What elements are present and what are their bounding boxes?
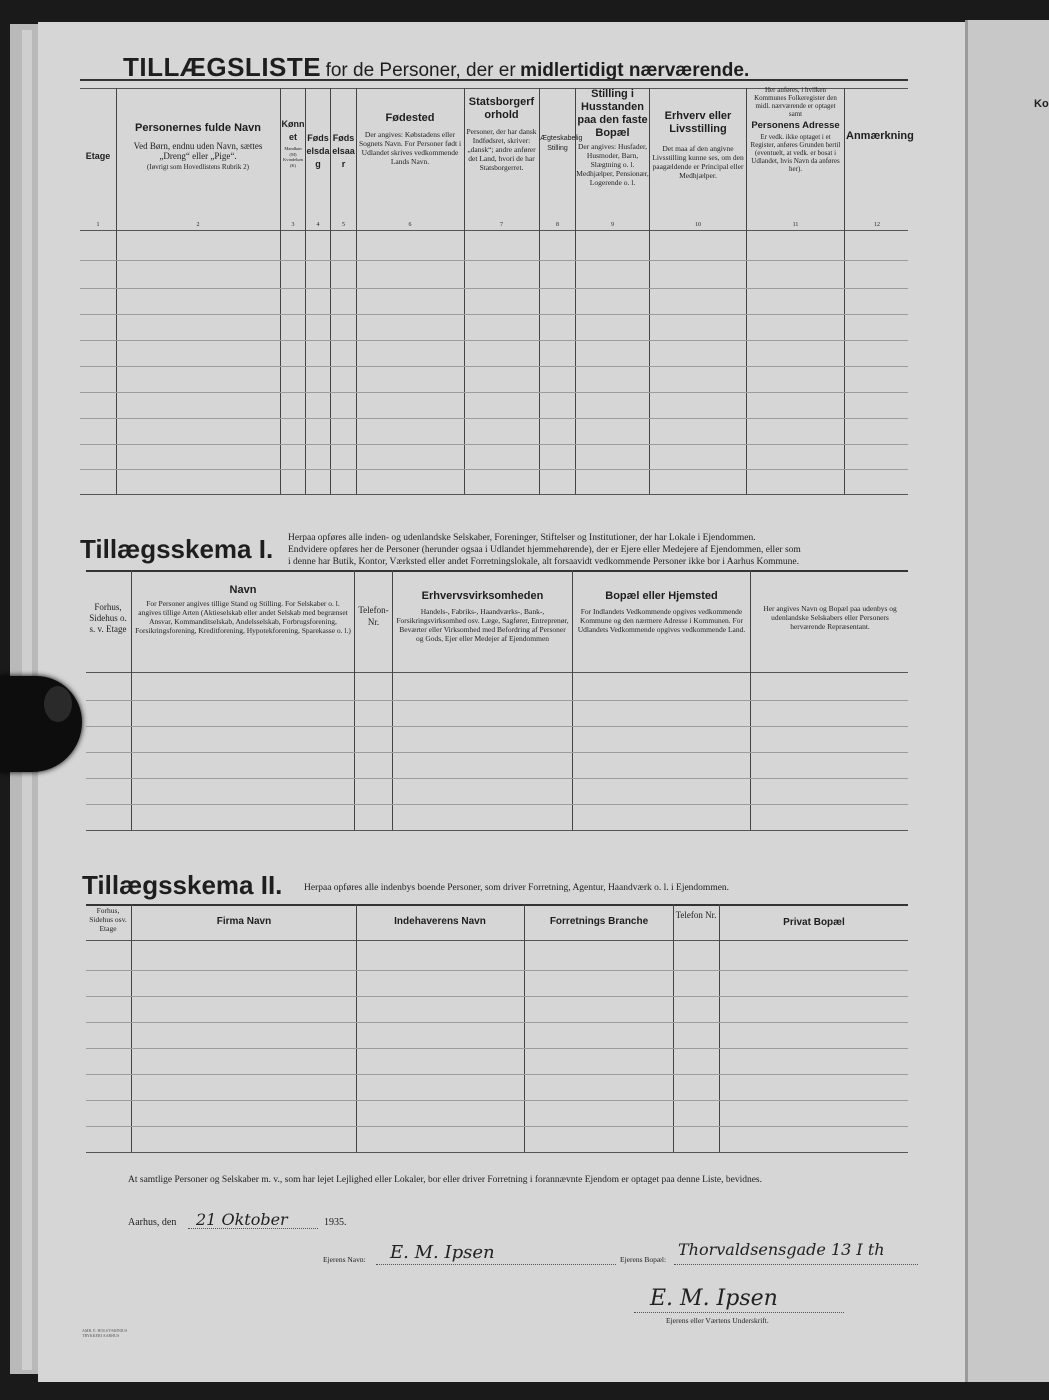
title-bold: midlertidigt nærværende. xyxy=(520,60,750,81)
col-num-8: 8 xyxy=(556,222,559,228)
col-citizenship-sub: Personer, der har dansk Indfødsret, skriver: „dansk“; andre anfører det Land, hvori de har Statsborgerret. xyxy=(466,127,537,172)
col-address-sub1: Her anføres, i hvilken Kommunes Folkeregister den midl. nærværende er optaget samt xyxy=(754,86,837,118)
col-address xyxy=(748,86,843,173)
skema2-col-phone: Telefon Nr. xyxy=(675,910,717,920)
skema1-col-residence-head: Bopæl eller Hjemsted xyxy=(605,590,718,602)
col-num-4: 4 xyxy=(316,222,320,228)
col-occupation-head: Erhverv eller Livsstilling xyxy=(664,110,732,135)
skema1-intro-line-1: Herpaa opføres alle inden- og udenlandske Selskaber, Foreninger, Stiftelser og Institutioner, der har Lokale i Ejendommen. xyxy=(288,533,756,543)
col-name xyxy=(118,122,278,171)
col-num-11: 11 xyxy=(792,222,799,228)
col-occupation xyxy=(651,110,745,180)
skema1-col-residence-sub: For Indlandets Vedkommende opgives vedkommende Kommune og den nærmere Adresse i Kommunen. For Udlandets Vedkommende opgives vedkommende Land. xyxy=(577,607,746,634)
skema2-intro: Herpaa opføres alle indenbys boende Personer, som driver Forretning, Agentur, Haandværk o. l. i Ejendommen. xyxy=(304,883,730,893)
adjacent-page-text: Ko xyxy=(1034,98,1049,110)
date-year: 1935. xyxy=(324,1217,347,1228)
col-household xyxy=(576,88,649,187)
date-den: den xyxy=(161,1217,177,1228)
owner-name-label: Ejerens Navn: xyxy=(323,1255,366,1264)
skema1-col-residence xyxy=(575,590,748,634)
skema1-col-name-head: Navn xyxy=(229,584,257,596)
col-name-sub: Ved Børn, endnu uden Navn, sættes „Dreng“ eller „Pige“. xyxy=(133,141,263,161)
col-occupation-sub: Det maa af den angivne Livsstilling kunne ses, om den paagældende er Principal eller Medhjælper. xyxy=(652,144,744,180)
col-address-head: Personens Adresse xyxy=(751,120,840,131)
skema1-col-name xyxy=(134,584,352,635)
title-mid: for de Personer, der er xyxy=(325,60,516,81)
skema1-col-etage: Forhus, Sidehus o. s. v. Etage xyxy=(89,602,127,634)
col-birthday-head: Fødselsdag xyxy=(306,133,330,169)
skema1-col-name-sub: For Personer angives tillige Stand og Stilling. For Selskaber o. l. angives tillige Arten (Aktieselskab eller andet Selskab med begrænset Ansvar, Kommanditselskab, Andelsselskab, Forbrugsforening, Forsikringsforening, Kreditforening, Hypotekforening, Sparekasse o. l.) xyxy=(135,599,351,635)
owner-name-handwritten: E. M. Ipsen xyxy=(390,1242,495,1263)
col-birthplace-sub: Der angives: Købstadens eller Sognets Navn. For Personer født i Udlandet skrives vedkommende Lands Navn. xyxy=(358,130,462,166)
printer-mark: AMB. E. HOLST-MØNIUS TRYKKERI AARHUS xyxy=(82,1328,128,1338)
col-remark-head: Anmærkning xyxy=(846,130,914,142)
skema2-col-firm: Firma Navn xyxy=(216,916,272,927)
skema2-col-private: Privat Bopæl xyxy=(783,917,845,928)
col-sex-sub: Mandkøn (M) Kvindekøn (K) xyxy=(283,146,303,168)
col-marital-head: Ægteskabelig Stilling xyxy=(540,135,583,152)
skema2-title: Tillægsskema II. xyxy=(82,870,283,900)
col-name-note: (Iøvrigt som Hovedlistens Rubrik 2) xyxy=(147,163,249,171)
col-num-12: 12 xyxy=(874,222,880,228)
skema1-col-phone: Telefon-Nr. xyxy=(358,605,389,627)
col-num-3: 3 xyxy=(291,222,295,228)
skema1-intro-line-3: i denne har Butik, Kontor, Værksted eller andet Forretningslokale, alt forsaavidt vedkommende Personer ikke bor i Aarhus Kommune. xyxy=(288,557,800,567)
date-handwritten: 21 Oktober xyxy=(196,1210,288,1229)
col-num-10: 10 xyxy=(695,222,701,228)
col-sex-head: Kønnet xyxy=(281,119,305,142)
col-num-2: 2 xyxy=(196,222,200,228)
owner-address-label: Ejerens Bopæl: xyxy=(620,1255,667,1264)
col-birthplace-head: Fødested xyxy=(385,112,435,124)
col-citizenship-head: Statsborgerforhold xyxy=(468,96,535,121)
col-sex xyxy=(281,118,305,168)
skema1-intro-line-2: Endvidere opføres her de Personer (herunder ogsaa i Udlandet hjemmehørende), der er Ejere eller Medejere af Ejendommen, eller som xyxy=(288,545,801,555)
owner-address-handwritten: Thorvaldsensgade 13 I th xyxy=(678,1240,885,1259)
col-address-sub2: Er vedk. ikke optaget i et Register, anføres Grunden hertil (eventuelt, at vedk. er bosat i Udlandet, hvis Navn da anføres her). xyxy=(750,133,841,173)
signature-label: Ejerens eller Værtens Underskrift. xyxy=(666,1316,769,1325)
col-num-7: 7 xyxy=(500,222,503,228)
col-citizenship xyxy=(466,96,537,172)
col-household-head: Stilling i Husstanden paa den faste Bopæl xyxy=(577,88,648,139)
col-etage-head: Etage xyxy=(85,151,111,161)
skema2-col-owner: Indehaverens Navn xyxy=(394,916,486,927)
skema2-col-branch: Forretnings Branche xyxy=(549,916,649,927)
col-num-6: 6 xyxy=(408,222,412,228)
col-num-5: 5 xyxy=(342,222,345,228)
adjacent-page xyxy=(965,20,1049,1382)
skema1-title: Tillægsskema I. xyxy=(80,534,274,564)
col-household-sub: Der angives: Husfader, Husmoder, Barn, Slægtning o. l. Medhjælper, Pensionær, Logerende o. l. xyxy=(576,142,649,187)
skema1-col-business-sub: Handels-, Fabriks-, Haandværks-, Bank-, Forsikringsvirksomhed osv. Læge, Sagfører, Entreprenør, Beværter eller Virksomhed med Befordring af Personer og Gods, Ejer eller Medejer af Ejendommen xyxy=(396,607,569,643)
col-birthyear-head: Fødselsaar xyxy=(332,133,355,169)
col-num-9: 9 xyxy=(611,222,614,228)
skema1-col-representative: Her angives Navn og Bopæl paa udenbys og udenlandske Selskabers eller Personers herværende Repræsentant. xyxy=(763,604,897,631)
skema1-col-business-head: Erhvervsvirksomheden xyxy=(421,590,544,602)
declaration-text: At samtlige Personer og Selskaber m. v., som har lejet Lejlighed eller Lokaler, bor eller driver Forretning i forannævnte Ejendom er optaget paa denne Liste, bevidnes. xyxy=(128,1175,762,1185)
col-name-head: Personernes fulde Navn xyxy=(135,122,261,134)
skema1-intro xyxy=(288,532,918,568)
form-page xyxy=(38,22,965,1382)
title-main: TILLÆGSLISTE xyxy=(123,52,322,82)
skema1-col-business xyxy=(395,590,570,643)
date-line xyxy=(128,1217,176,1228)
col-birthplace xyxy=(358,112,462,166)
skema2-col-etage: Forhus, Sidehus osv. Etage xyxy=(89,906,127,933)
signature-handwritten: E. M. Ipsen xyxy=(650,1286,778,1311)
date-place: Aarhus, xyxy=(128,1217,160,1228)
col-num-1: 1 xyxy=(96,222,100,228)
